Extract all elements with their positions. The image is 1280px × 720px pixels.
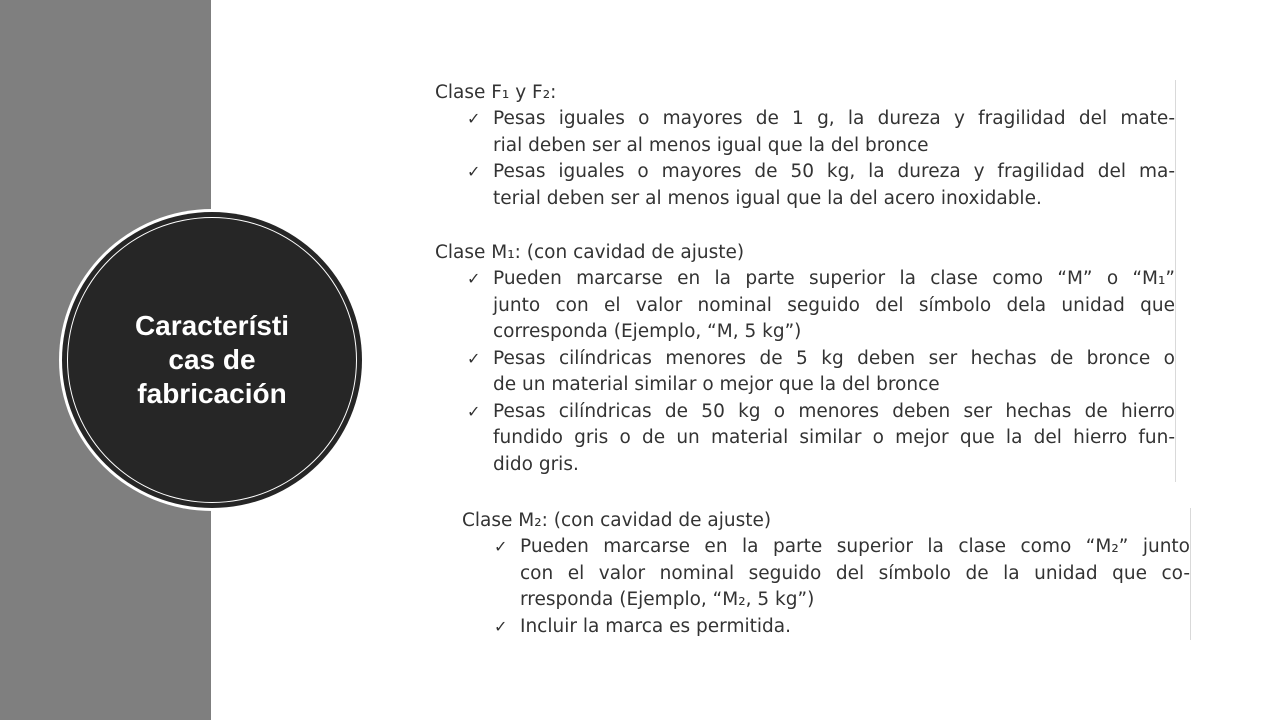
- check-icon: ✓: [467, 162, 481, 181]
- check-icon: ✓: [494, 537, 508, 556]
- list-item-line: corresponda (Ejemplo, “M, 5 kg”): [493, 321, 802, 342]
- check-icon: ✓: [494, 616, 508, 636]
- list-item-line: fundido gris o de un material similar o mejor que la del hierro fun-: [493, 427, 1175, 448]
- list-item-line: Pesas cilíndricas de 50 kg o menores deben ser hechas de hierro: [493, 400, 1175, 422]
- spec-image-block-1: [435, 80, 1176, 482]
- list-item: [462, 614, 1190, 641]
- list-item-line: con el valor nominal seguido del símbolo de la unidad que co-: [520, 562, 1190, 584]
- list-item-line: Pueden marcarse en la parte superior la clase como “M” o “M₁”: [493, 268, 1175, 289]
- slide-title: [117, 309, 307, 411]
- title-circle: [67, 217, 357, 503]
- list-item: [435, 346, 1175, 399]
- check-icon: ✓: [467, 109, 481, 128]
- section-heading-m2: Clase M₂: (con cavidad de ajuste): [462, 510, 772, 531]
- list-item: [435, 266, 1175, 346]
- spec-image-block-2: [462, 508, 1191, 640]
- list-item-line: rial deben ser al menos igual que la del bronce: [493, 134, 929, 156]
- list-item-line: rresponda (Ejemplo, “M₂, 5 kg”): [520, 589, 815, 610]
- slide-title-line: cas de: [168, 344, 256, 375]
- list-item-line: de un material similar o mejor que la del bronce: [493, 374, 940, 395]
- list-item-line: Pueden marcarse en la parte superior la clase como “M₂” junto: [520, 536, 1190, 557]
- list-item: [435, 159, 1175, 212]
- list-item-line: dido gris.: [493, 453, 579, 475]
- check-icon: ✓: [467, 269, 481, 288]
- list-item: [435, 399, 1175, 479]
- section-heading-f1-f2: Clase F₁ y F₂:: [435, 82, 557, 103]
- list-item-line: Pesas iguales o mayores de 50 kg, la dureza y fragilidad del ma-: [493, 161, 1175, 182]
- slide-title-line: fabricación: [137, 378, 287, 409]
- check-icon: ✓: [467, 401, 481, 421]
- list-item-line: Pesas cilíndricas menores de 5 kg deben ser hechas de bronce o: [493, 347, 1175, 369]
- list-item-line: junto con el valor nominal seguido del símbolo dela unidad que: [493, 294, 1175, 316]
- slide-title-line: Característi: [134, 310, 290, 341]
- section-heading-m1: Clase M₁: (con cavidad de ajuste): [435, 242, 745, 263]
- list-item-line: terial deben ser al menos igual que la del acero inoxidable.: [493, 187, 1042, 209]
- list-item: [435, 106, 1175, 159]
- list-item-line: Pesas iguales o mayores de 1 g, la dureza y fragilidad del mate-: [493, 108, 1175, 129]
- list-item: [462, 534, 1190, 614]
- check-icon: ✓: [467, 348, 481, 368]
- list-item-line: Incluir la marca es permitida.: [520, 615, 791, 637]
